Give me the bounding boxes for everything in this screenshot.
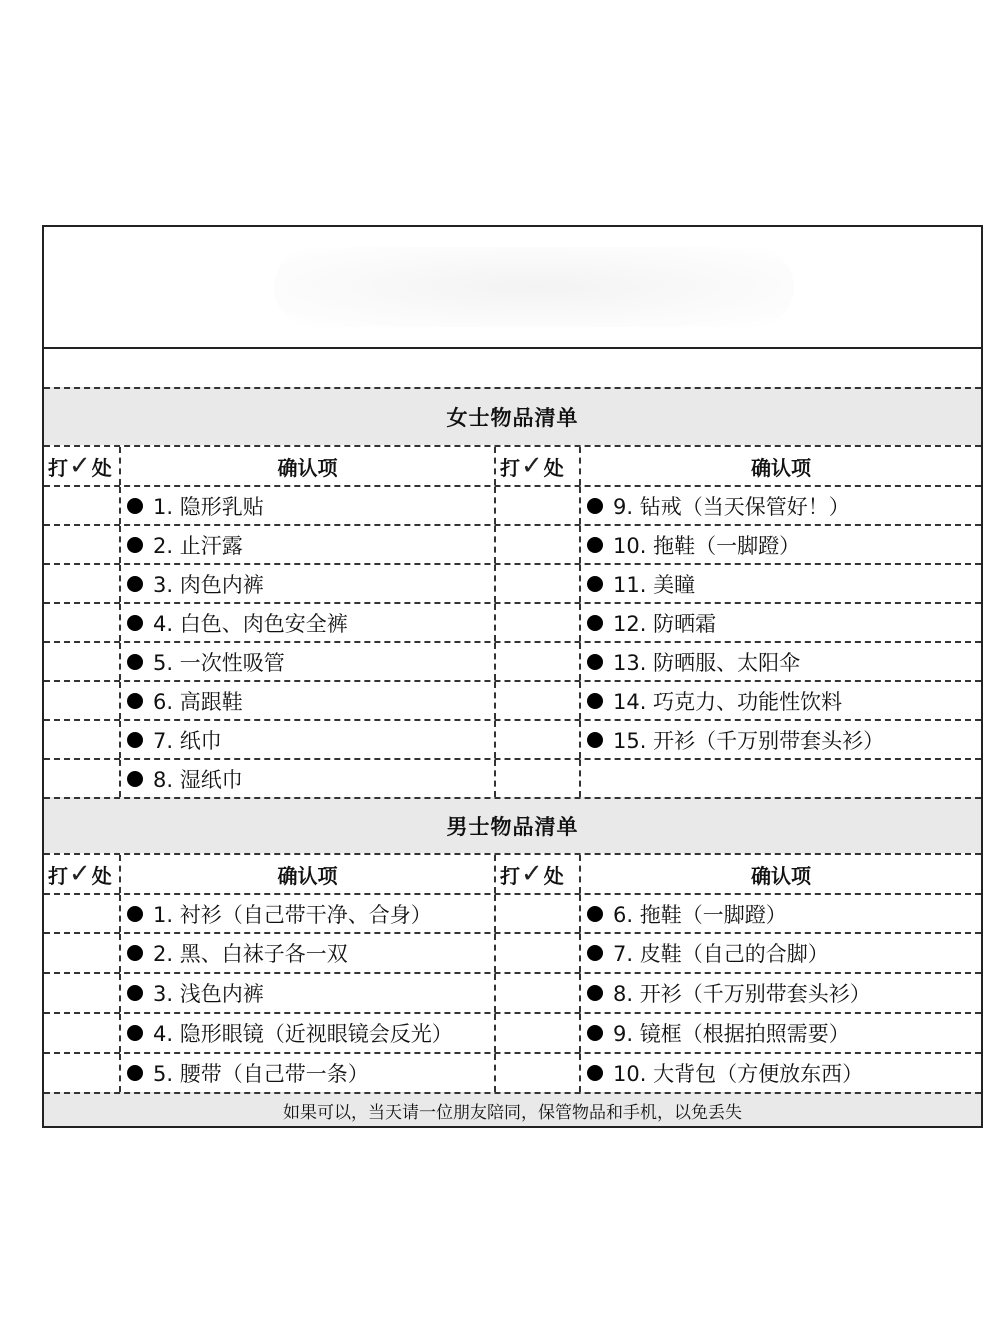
check-header-char: 处	[543, 863, 564, 888]
check-header-char: 打	[48, 455, 68, 480]
bullet-icon	[587, 498, 603, 514]
bullet-icon	[127, 537, 143, 553]
item-label: 1. 衬衫（自己带干净、合身）	[153, 902, 432, 927]
list-item	[121, 895, 496, 932]
check-header-char: 打	[500, 455, 520, 480]
table-row	[44, 719, 981, 758]
item-label: 5. 腰带（自己带一条）	[153, 1062, 369, 1086]
women-check-header-right	[496, 447, 581, 485]
item-label: 10. 拖鞋（一脚蹬）	[613, 533, 801, 558]
item-label: 7. 皮鞋（自己的合脚）	[613, 942, 829, 966]
bullet-icon	[127, 615, 143, 631]
checkbox-cell[interactable]	[44, 1054, 121, 1092]
list-item	[121, 760, 496, 797]
checkbox-cell[interactable]	[496, 682, 581, 719]
women-column-header-row	[44, 445, 981, 485]
bullet-icon	[587, 537, 603, 553]
table-row	[44, 680, 981, 719]
checkbox-cell[interactable]	[496, 974, 581, 1012]
table-row	[44, 758, 981, 797]
item-label: 4. 白色、肉色安全裤	[153, 611, 348, 636]
bullet-icon	[127, 498, 143, 514]
checkbox-cell[interactable]	[44, 682, 121, 719]
list-item	[581, 487, 981, 524]
list-item	[121, 682, 496, 719]
table-row	[44, 485, 981, 524]
list-item	[121, 974, 496, 1012]
table-row	[44, 641, 981, 680]
list-item	[581, 1014, 981, 1052]
item-label: 1. 隐形乳贴	[153, 494, 264, 519]
list-item	[121, 565, 496, 602]
list-item	[581, 682, 981, 719]
item-label: 13. 防晒服、太阳伞	[613, 650, 801, 675]
table-row	[44, 524, 981, 563]
bullet-icon	[127, 654, 143, 670]
table-row	[44, 563, 981, 602]
item-label: 3. 肉色内裤	[153, 572, 264, 597]
bullet-icon	[127, 771, 143, 787]
list-item	[121, 604, 496, 641]
bullet-icon	[127, 576, 143, 592]
list-item	[581, 643, 981, 680]
men-confirm-header-right: 确认项	[751, 863, 811, 888]
checkbox-cell[interactable]	[496, 604, 581, 641]
check-header-char: 处	[91, 863, 112, 888]
check-header-char: 打	[48, 863, 68, 888]
bullet-icon	[587, 693, 603, 709]
men-check-header-left	[44, 855, 121, 893]
table-row	[44, 602, 981, 641]
bullet-icon	[587, 732, 603, 748]
checkbox-cell[interactable]	[44, 1014, 121, 1052]
item-label: 11. 美瞳	[613, 572, 696, 597]
item-label: 8. 开衫（千万别带套头衫）	[613, 982, 871, 1006]
checkbox-cell[interactable]	[44, 526, 121, 563]
item-label: 6. 高跟鞋	[153, 689, 243, 714]
item-label: 6. 拖鞋（一脚蹬）	[613, 902, 787, 927]
item-label: 9. 钻戒（当天保管好！）	[613, 494, 850, 519]
item-label: 2. 止汗露	[153, 533, 243, 558]
bullet-icon	[587, 615, 603, 631]
bullet-icon	[127, 906, 143, 922]
list-item	[121, 934, 496, 972]
list-item	[121, 526, 496, 563]
bullet-icon	[587, 985, 603, 1001]
check-header-char: 打	[500, 863, 520, 888]
table-row	[44, 1012, 981, 1052]
item-label: 3. 浅色内裤	[153, 982, 264, 1006]
checkmark-icon: ✓	[69, 859, 91, 889]
checkbox-cell[interactable]	[496, 895, 581, 932]
checkmark-icon: ✓	[521, 451, 543, 481]
list-item	[121, 1054, 496, 1092]
list-item	[581, 934, 981, 972]
bullet-icon	[127, 1025, 143, 1041]
list-item	[121, 643, 496, 680]
checklist-sheet	[42, 225, 983, 1128]
checkbox-cell[interactable]	[44, 643, 121, 680]
list-item	[581, 1054, 981, 1092]
checkbox-cell[interactable]	[496, 487, 581, 524]
checkbox-cell[interactable]	[496, 1014, 581, 1052]
header-banner	[44, 227, 981, 349]
table-row	[44, 932, 981, 972]
item-label: 2. 黑、白袜子各一双	[153, 942, 348, 966]
checkbox-cell[interactable]	[44, 604, 121, 641]
list-item	[121, 721, 496, 758]
item-label: 8. 湿纸巾	[153, 767, 243, 792]
men-confirm-header-left: 确认项	[121, 855, 496, 893]
checkbox-cell[interactable]	[496, 1054, 581, 1092]
table-row	[44, 972, 981, 1012]
item-label: 10. 大背包（方便放东西）	[613, 1062, 864, 1086]
list-item	[581, 565, 981, 602]
check-header-char: 处	[543, 455, 564, 480]
list-item	[581, 721, 981, 758]
bullet-icon	[127, 985, 143, 1001]
checkmark-icon: ✓	[69, 451, 91, 481]
checkbox-cell[interactable]	[44, 934, 121, 972]
list-item	[581, 526, 981, 563]
table-row	[44, 893, 981, 932]
checkbox-cell[interactable]	[44, 721, 121, 758]
checkmark-icon: ✓	[521, 859, 543, 889]
bullet-icon	[587, 945, 603, 961]
checkbox-cell[interactable]	[44, 974, 121, 1012]
checkbox-cell[interactable]	[496, 934, 581, 972]
bullet-icon	[127, 945, 143, 961]
empty-cell	[581, 760, 981, 797]
bullet-icon	[587, 1025, 603, 1041]
list-item	[121, 487, 496, 524]
checkbox-cell[interactable]	[44, 895, 121, 932]
men-section-title: 男士物品清单	[44, 797, 981, 853]
men-column-header-row	[44, 853, 981, 893]
women-section-title: 女士物品清单	[44, 387, 981, 445]
women-confirm-header-left: 确认项	[121, 447, 496, 485]
bullet-icon	[587, 654, 603, 670]
empty-cell	[496, 760, 581, 797]
bullet-icon	[127, 1065, 143, 1081]
checkbox-cell[interactable]	[496, 526, 581, 563]
checkbox-cell[interactable]	[496, 565, 581, 602]
checkbox-cell[interactable]	[496, 721, 581, 758]
item-label: 14. 巧克力、功能性饮料	[613, 689, 843, 714]
item-label: 9. 镜框（根据拍照需要）	[613, 1022, 850, 1046]
item-label: 4. 隐形眼镜（近视眼镜会反光）	[153, 1022, 453, 1046]
bullet-icon	[127, 732, 143, 748]
checkbox-cell[interactable]	[44, 487, 121, 524]
list-item	[581, 974, 981, 1012]
bullet-icon	[587, 906, 603, 922]
item-label: 15. 开衫（千万别带套头衫）	[613, 728, 885, 753]
item-label: 12. 防晒霜	[613, 611, 717, 636]
list-item	[581, 895, 981, 932]
bullet-icon	[587, 576, 603, 592]
sub-banner	[44, 349, 981, 387]
item-label: 5. 一次性吸管	[153, 650, 285, 675]
item-label: 7. 纸巾	[153, 728, 222, 753]
men-check-header-right	[496, 855, 581, 893]
list-item	[121, 1014, 496, 1052]
women-confirm-header-right: 确认项	[751, 455, 811, 480]
bullet-icon	[127, 693, 143, 709]
blurred-header-area	[274, 247, 794, 327]
table-row	[44, 1052, 981, 1092]
footer-note: 如果可以，当天请一位朋友陪同，保管物品和手机，以免丢失	[44, 1092, 981, 1126]
list-item	[581, 604, 981, 641]
checkbox-cell[interactable]	[44, 760, 121, 797]
checkbox-cell[interactable]	[44, 565, 121, 602]
checkbox-cell[interactable]	[496, 643, 581, 680]
check-header-char: 处	[91, 455, 112, 480]
women-check-header-left	[44, 447, 121, 485]
bullet-icon	[587, 1065, 603, 1081]
